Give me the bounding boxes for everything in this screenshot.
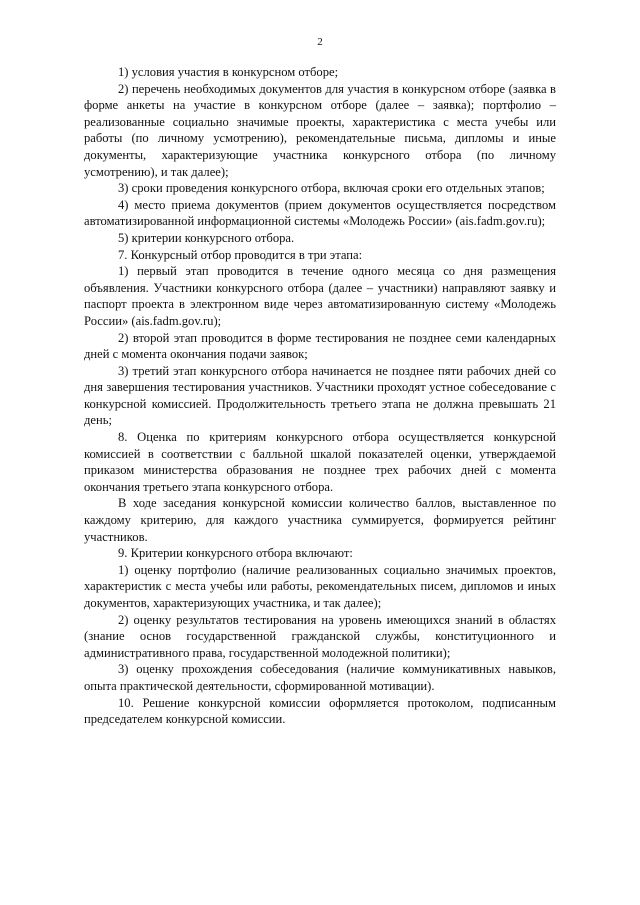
- paragraph-rating: В ходе заседания конкурсной комиссии количество баллов, выставленное по каждому критерию, для каждого участника суммируется, формируется рейтинг участников.: [84, 496, 556, 544]
- paragraph-criterion-interview: 3) оценку прохождения собеседования (наличие коммуникативных навыков, опыта практической деятельности, сформированной мотивации).: [84, 662, 556, 693]
- paragraph-item-7: 7. Конкурсный отбор проводится в три этапа:: [118, 247, 363, 262]
- paragraph-item-9: 9. Критерии конкурсного отбора включают:: [118, 546, 353, 561]
- paragraph-selection-dates: 3) сроки проведения конкурсного отбора, включая сроки его отдельных этапов;: [118, 181, 545, 196]
- paragraph-item-10: 10. Решение конкурсной комиссии оформляется протоколом, подписанным председателем конкурсной комиссии.: [84, 695, 556, 727]
- paragraph-stage-1: 1) первый этап проводится в течение одного месяца со дня размещения объявления. Участники конкурсного отбора (далее – участники) направляют заявку и паспорт проекта в электронном виде через автоматизированную систему «Молодежь России» (ais.fadm.gov.ru);: [84, 264, 556, 328]
- paragraph-selection-criteria: 5) критерии конкурсного отбора.: [118, 230, 295, 245]
- paragraph-criterion-testing: 2) оценку результатов тестирования на уровень имеющихся знаний в областях (знание основ государственной гражданской службы, конституционного и административного права, государственной молодежной политики);: [84, 612, 556, 660]
- paragraph-criterion-portfolio: 1) оценку портфолио (наличие реализованных социально значимых проектов, характеристик с места учебы или работы, рекомендательных писем, дипломов и иных документов, характеризующих участника, и так далее);: [84, 562, 556, 610]
- paragraph-item-8: 8. Оценка по критериям конкурсного отбора осуществляется конкурсной комиссией в соответствии с балльной шкалой показателей оценки, утверждаемой приказом министерства образования не позднее трех рабочих дней с момента окончания третьего этапа конкурсного отбора.: [84, 430, 556, 494]
- paragraph-document-place: 4) место приема документов (прием документов осуществляется посредством автоматизированной информационной системы «Молодежь России» (ais.fadm.gov.ru);: [84, 197, 556, 229]
- paragraph-stage-2: 2) второй этап проводится в форме тестирования не позднее семи календарных дней с момента окончания подачи заявок;: [84, 330, 556, 362]
- paragraph-condition-participation: 1) условия участия в конкурсном отборе;: [118, 65, 339, 79]
- document-body: [84, 64, 556, 728]
- paragraph-documents-list: 2) перечень необходимых документов для участия в конкурсном отборе (заявка в форме анкеты на участие в конкурсном отборе (далее – заявка); портфолио – реализованные социально значимые проекты, характеристика с места учебы или работы (по личному усмотрению), рекомендательные письма, дипломы и иные документы, характеризующие участника конкурсного отбора (по личному усмотрению), и так далее);: [84, 81, 556, 179]
- paragraph-stage-3: 3) третий этап конкурсного отбора начинается не позднее пяти рабочих дней со дня завершения тестирования участников. Участники проходят устное собеседование с конкурсной комиссией. Продолжительность третьего этапа не должна превышать 21 день;: [84, 363, 556, 428]
- page-number: 2: [317, 36, 323, 48]
